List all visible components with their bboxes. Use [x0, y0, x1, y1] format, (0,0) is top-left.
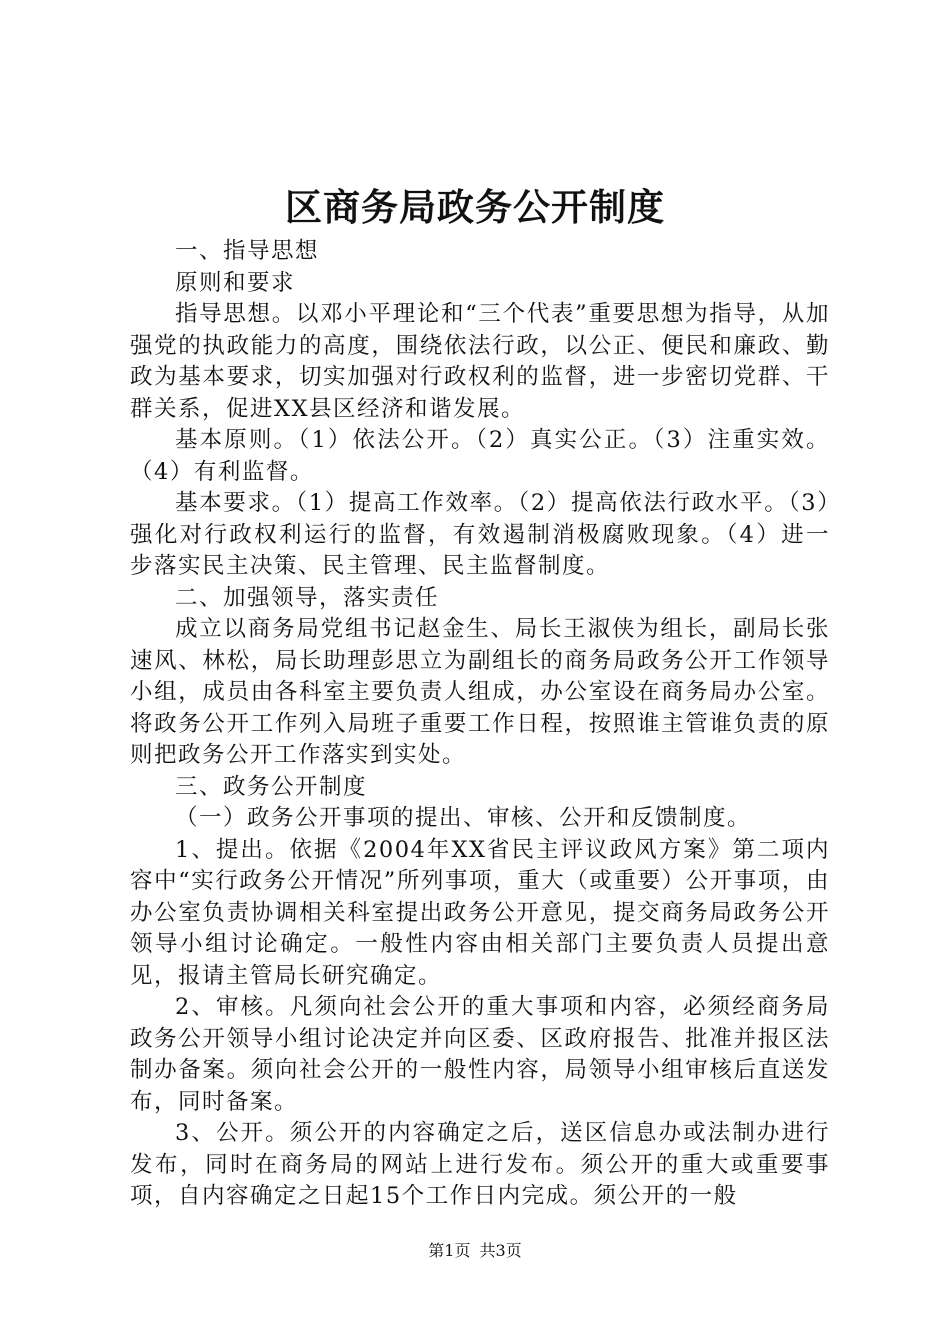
paragraph-proposal: 1、提出。依据《2004年XX省民主评议政风方案》第二项内容中“实行政务公开情况”所列事项，重大（或重要）公开事项，由办公室负责协调相关科室提出政务公开意见，提交商务局政务公开领导小组讨论确定。一般性内容由相关部门主要负责人员提出意见，报请主管局长研究确定。 [130, 836, 830, 989]
paragraph-leadership-group: 成立以商务局党组书记赵金生、局长王淑侠为组长，副局长张速风、林松，局长助理彭思立为副组长的商务局政务公开工作领导小组，成员由各科室主要负责人组成，办公室设在商务局办公室。将政务公开工作列入局班子重要工作日程，按照谁主管谁负责的原则把政务公开工作落实到实处。 [130, 616, 830, 768]
paragraph-basic-requirements: 基本要求。（1）提高工作效率。（2）提高依法行政水平。（3）强化对行政权利运行的监督，有效遏制消极腐败现象。（4）进一步落实民主决策、民主管理、民主监督制度。 [130, 490, 830, 579]
paragraph-guiding-thought: 指导思想。以邓小平理论和“三个代表”重要思想为指导，从加强党的执政能力的高度，围绕依法行政，以公正、便民和廉政、勤政为基本要求，切实加强对行政权利的监督，进一步密切党群、干群关系，促进XX县区经济和谐发展。 [130, 301, 830, 422]
paragraph-disclosure: 3、公开。须公开的内容确定之后，送区信息办或法制办进行发布，同时在商务局的网站上进行发布。须公开的重大或重要事项，自内容确定之日起15个工作日内完成。须公开的一般 [130, 1120, 830, 1209]
subheading-principles: 原则和要求 [175, 269, 296, 296]
document-title: 区商务局政务公开制度 [285, 185, 665, 229]
subsection-heading-procedure: （一）政务公开事项的提出、审核、公开和反馈制度。 [175, 805, 752, 831]
page-footer [0, 1241, 950, 1261]
paragraph-review: 2、审核。凡须向社会公开的重大事项和内容，必须经商务局政务公开领导小组讨论决定并向区委、区政府报告、批准并报区法制办备案。须向社会公开的一般性内容，局领导小组审核后直送发布，同时备案。 [130, 994, 830, 1115]
page-number: 第1页 [428, 1241, 471, 1260]
page-total: 共3页 [479, 1241, 522, 1260]
document-body [130, 236, 830, 1213]
section-heading-leadership: 二、加强领导，落实责任 [175, 584, 440, 611]
paragraph-basic-principles: 基本原则。（1）依法公开。（2）真实公正。（3）注重实效。（4）有利监督。 [130, 427, 830, 485]
section-heading-guiding-thought: 一、指导思想 [175, 238, 320, 264]
section-heading-disclosure-system: 三、政务公开制度 [175, 773, 368, 800]
